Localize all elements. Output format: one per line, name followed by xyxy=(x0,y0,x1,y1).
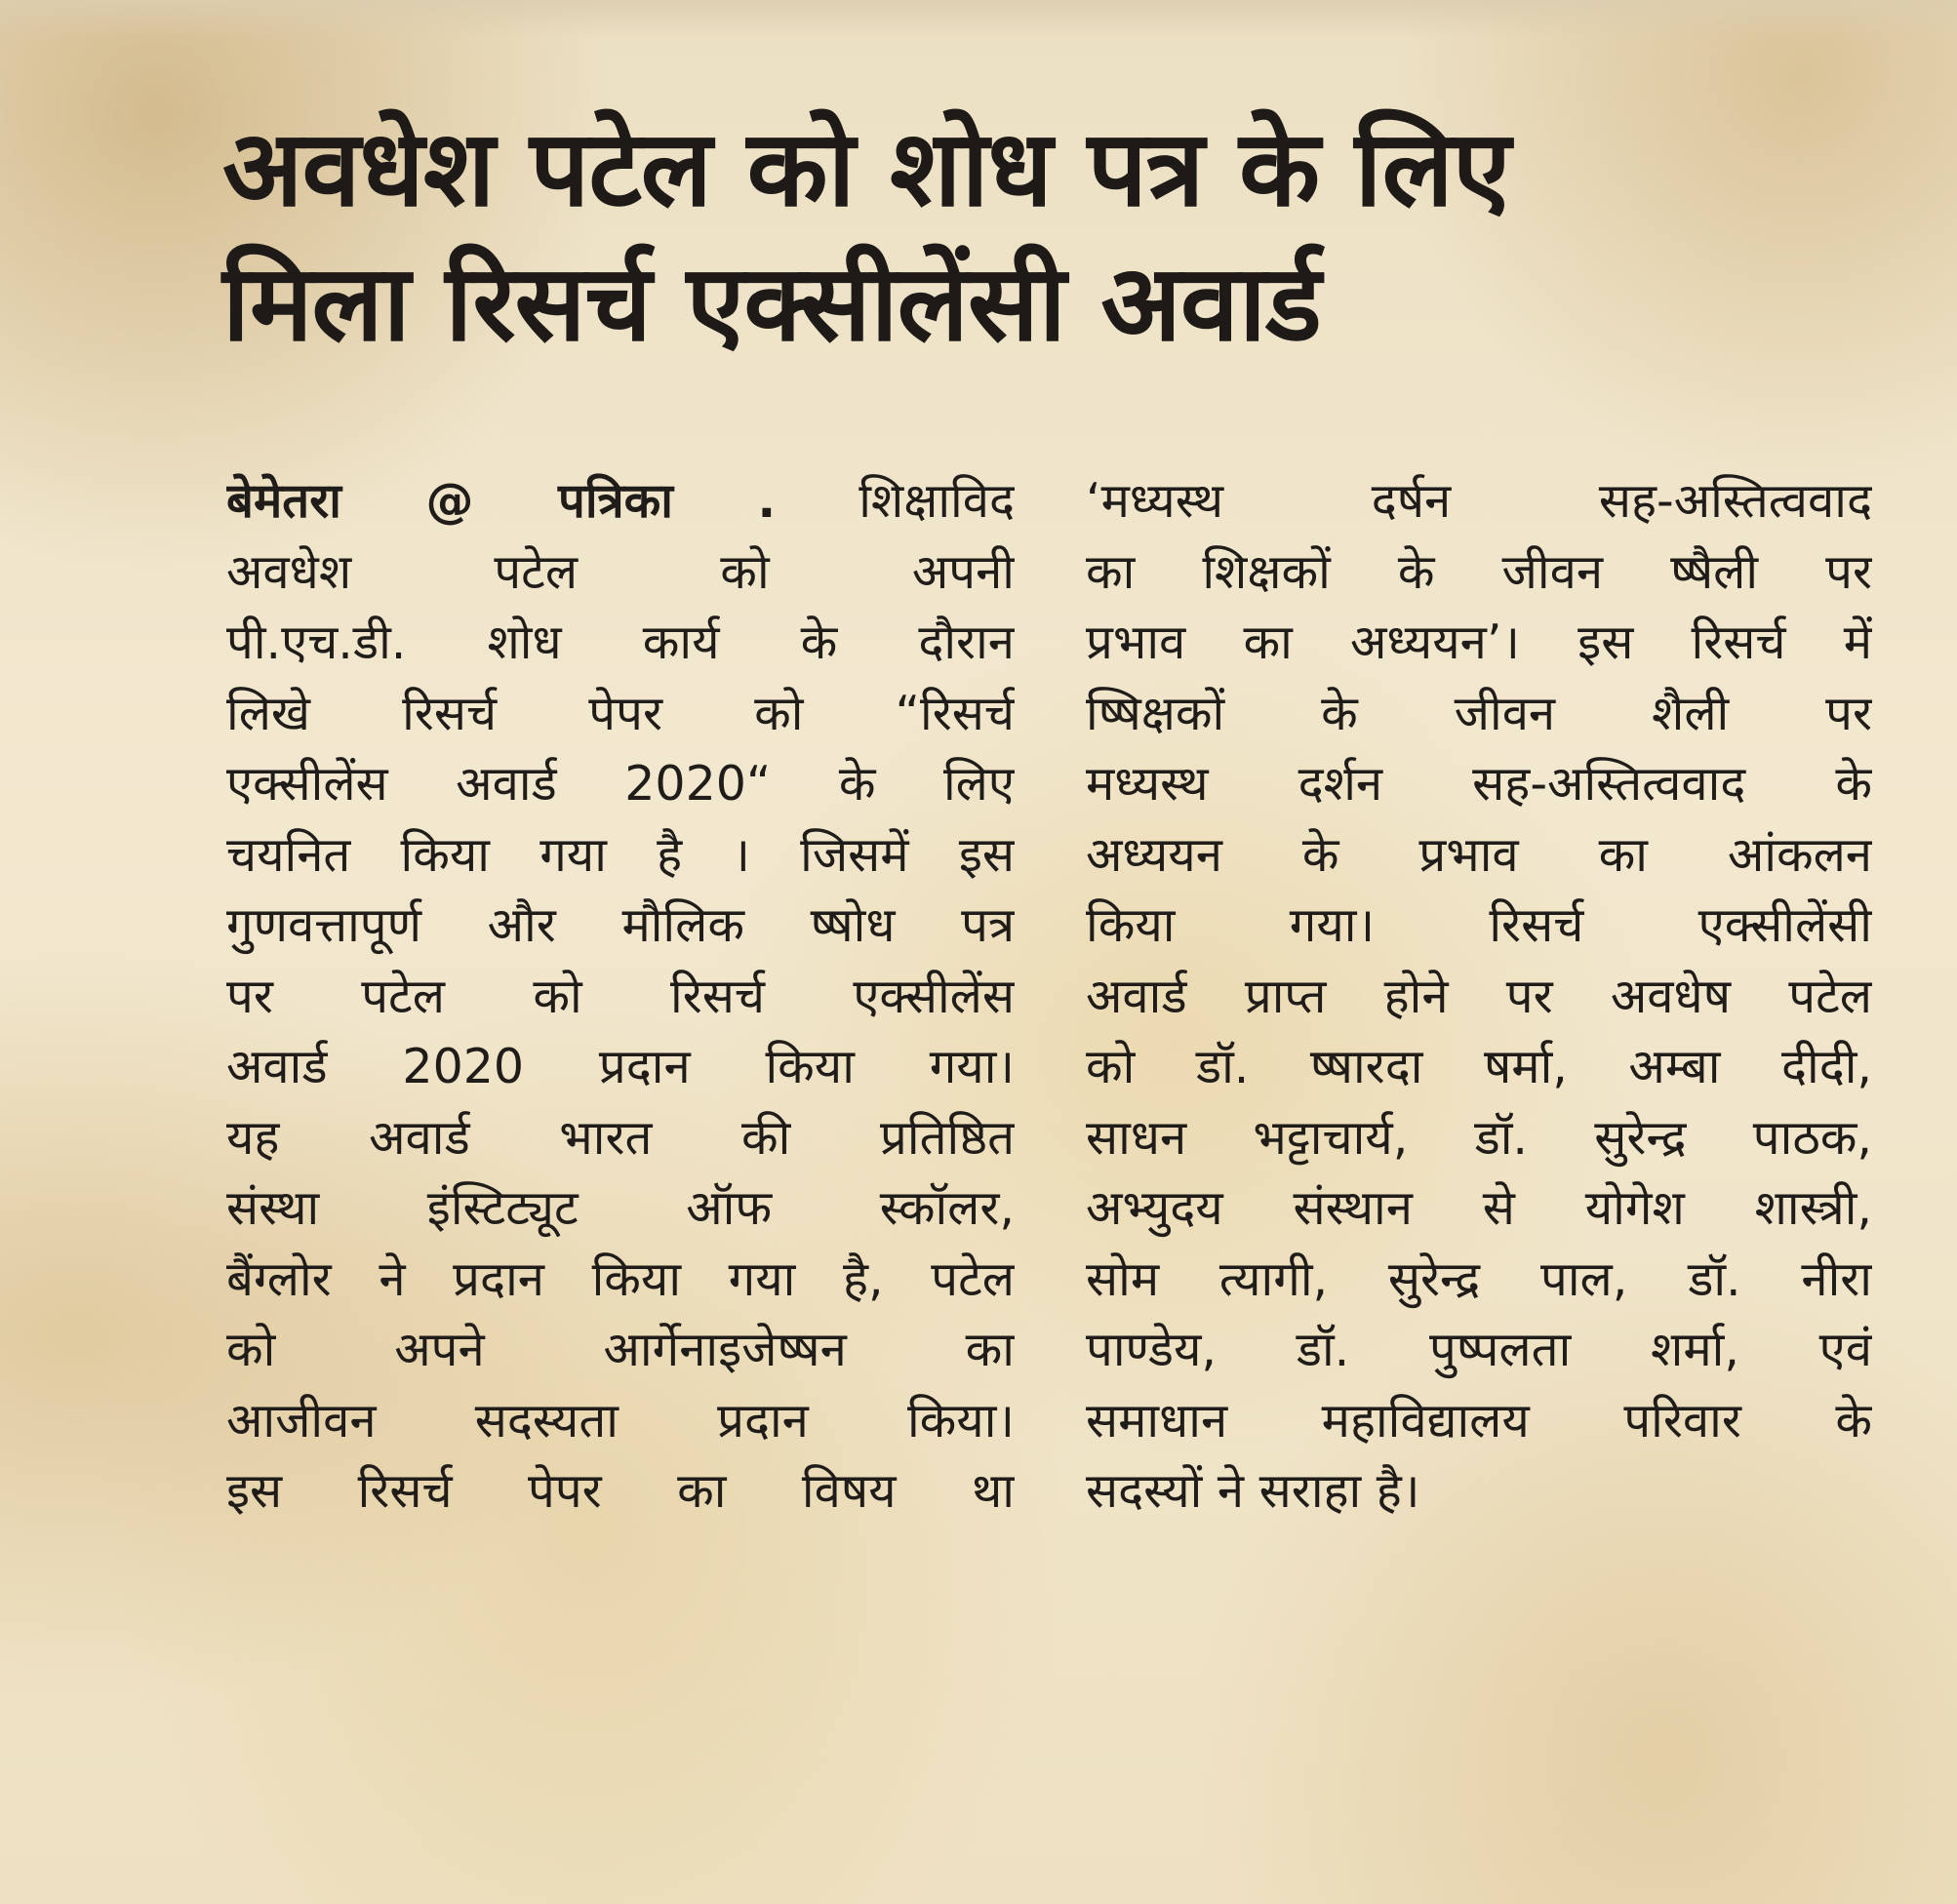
body-line: का शिक्षकों के जीवन ष्षैली पर xyxy=(1086,543,1872,600)
body-line: अवधेश पटेल को अपनी xyxy=(226,543,1015,600)
body-line: सदस्यों ने सराहा है। xyxy=(1086,1463,1420,1519)
headline xyxy=(222,102,1900,372)
body-line: प्रभाव का अध्ययन’। इस रिसर्च में xyxy=(1086,615,1872,670)
body-line-text: शिक्षाविद xyxy=(776,473,1015,529)
body-line: पी.एच.डी. शोध कार्य के दौरान xyxy=(226,615,1015,670)
body-line: समाधान महाविद्यालय परिवार के xyxy=(1086,1392,1872,1448)
body-line: लिखे रिसर्च पेपर को “रिसर्च xyxy=(226,685,1015,741)
body-line: मध्यस्थ दर्शन सह-अस्तित्ववाद के xyxy=(1086,756,1872,812)
headline-line-2: मिला रिसर्च एक्सीलेंसी अवार्ड xyxy=(222,243,1321,365)
body-line xyxy=(226,466,1015,537)
body-line: अध्ययन के प्रभाव का आंकलन xyxy=(1086,826,1872,883)
body-line: किया गया। रिसर्च एक्सीलेंसी xyxy=(1086,897,1872,953)
headline-line-1: अवधेश पटेल को शोध पत्र के लिए xyxy=(222,108,1510,230)
body-line: पर पटेल को रिसर्च एक्सीलेंस xyxy=(226,968,1015,1024)
body-line: संस्था इंस्टिट्यूट ऑफ स्कॉलर, xyxy=(226,1180,1015,1236)
body-line: को डॉ. ष्षारदा षर्मा, अम्बा दीदी, xyxy=(1086,1039,1872,1094)
torn-paper-edge xyxy=(0,0,1957,39)
body-line: यह अवार्ड भारत की प्रतिष्ठित xyxy=(226,1109,1015,1166)
dateline: बेमेतरा @ पत्रिका . xyxy=(226,473,777,529)
body-line: साधन भट्टाचार्य, डॉ. सुरेन्द्र पाठक, xyxy=(1086,1109,1872,1166)
body-line: ष्षिक्षकों के जीवन शैली पर xyxy=(1086,685,1872,741)
body-line: बैंग्लोर ने प्रदान किया गया है, पटेल xyxy=(226,1250,1015,1307)
body-line: को अपने आर्गेनाइजेष्षन का xyxy=(226,1322,1015,1377)
article-column-right xyxy=(1086,466,1872,1527)
body-line: सोम त्यागी, सुरेन्द्र पाल, डॉ. नीरा xyxy=(1086,1250,1872,1307)
body-line: आजीवन सदस्यता प्रदान किया। xyxy=(226,1392,1015,1448)
body-line: पाण्डेय, डॉ. पुष्पलता शर्मा, एवं xyxy=(1086,1322,1872,1377)
body-line: अभ्युदय संस्थान से योगेश शास्त्री, xyxy=(1086,1180,1872,1236)
body-line: गुणवत्तापूर्ण और मौलिक ष्षोध पत्र xyxy=(226,897,1015,953)
body-line: इस रिसर्च पेपर का विषय था xyxy=(226,1463,1015,1519)
body-line: एक्सीलेंस अवार्ड 2020“ के लिए xyxy=(226,756,1015,812)
body-line: चयनित किया गया है । जिसमें इस xyxy=(226,826,1015,883)
body-line: अवार्ड प्राप्त होने पर अवधेष पटेल xyxy=(1086,968,1872,1024)
body-line: अवार्ड 2020 प्रदान किया गया। xyxy=(226,1039,1015,1094)
article-column-left xyxy=(226,466,1015,1527)
body-line: ‘मध्यस्थ दर्षन सह-अस्तित्ववाद xyxy=(1086,473,1872,529)
